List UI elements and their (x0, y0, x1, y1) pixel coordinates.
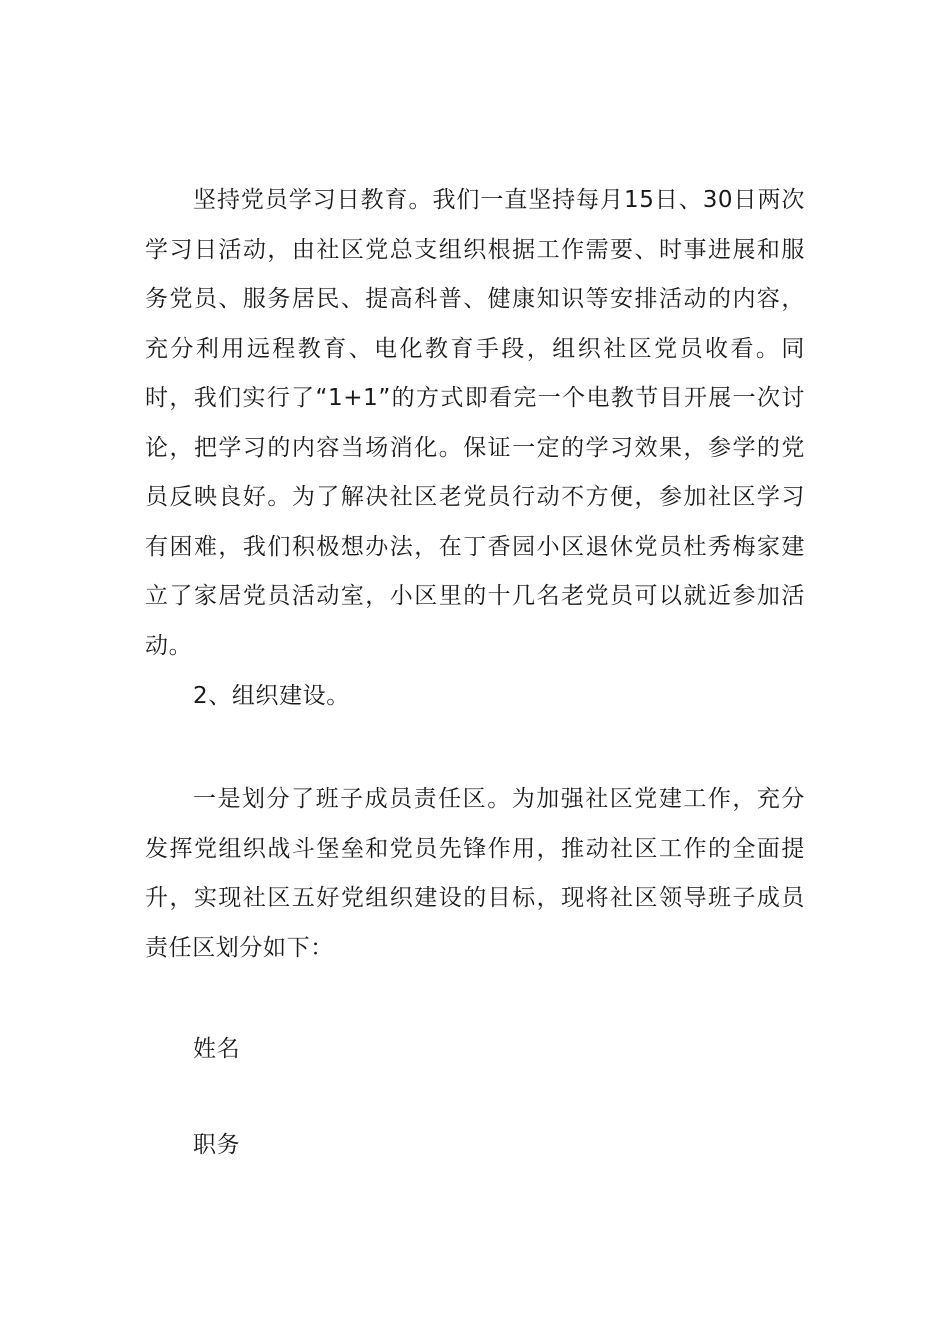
heading-organization-building: 2、组织建设。 (193, 683, 350, 709)
paragraph-party-study-day: 坚持党员学习日教育。我们一直坚持每月15日、30日两次学习日活动，由社区党总支组织根据工作需要、时事进展和服务党员、服务居民、提高科普、健康知识等安排活动的内容，充分利用远程教育、电化教育手段，组织社区党员收看。同时，我们实行了“1+1”的方式即看完一个电教节目开展一次讨论，把学习的内容当场消化。保证一定的学习效果，参学的党员反映良好。为了解决社区老党员行动不方便，参加社区学习有困难，我们积极想办法，在丁香园小区退休党员杜秀梅家建立了家居党员活动室，小区里的十几名老党员可以就近参加活动。 (145, 187, 805, 659)
label-name: 姓名 (193, 1036, 241, 1062)
label-position: 职务 (193, 1132, 241, 1158)
paragraph-responsibility-areas: 一是划分了班子成员责任区。为加强社区党建工作，充分发挥党组织战斗堡垒和党员先锋作用，推动社区工作的全面提升，实现社区五好党组织建设的目标，现将社区领导班子成员责任区划分如下： (145, 786, 805, 961)
